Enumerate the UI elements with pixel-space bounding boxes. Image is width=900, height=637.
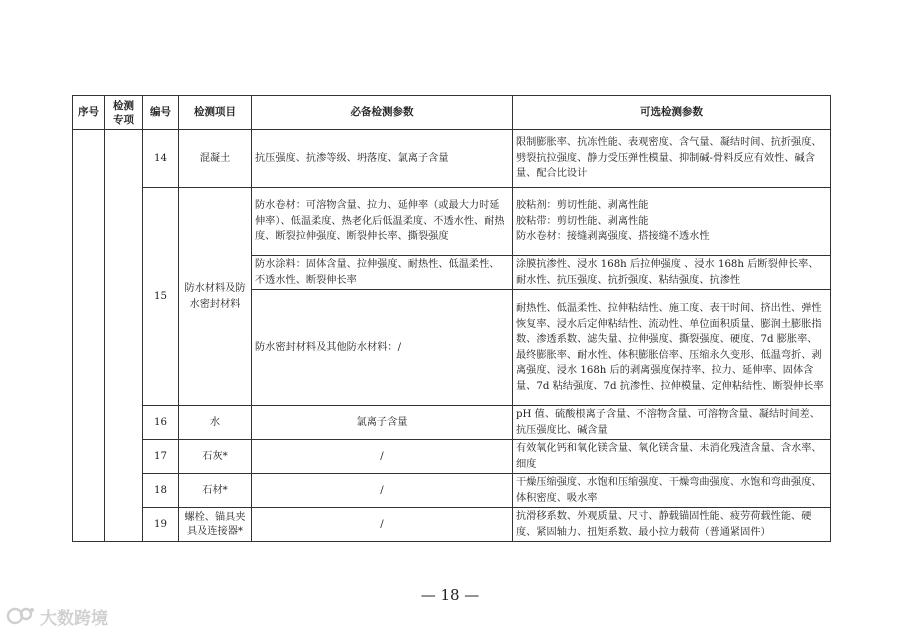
item-cell: 石材* [179,474,252,508]
required-cell: / [252,508,513,542]
code-cell: 19 [143,508,179,542]
item-cell: 水 [179,406,252,440]
item-cell: 混凝土 [179,130,252,188]
header-optional: 可选检测参数 [513,96,831,130]
optional-cell: 胶粘剂：剪切性能、剥离性能 胶粘带：剪切性能、剥离性能 防水卷材：接缝剥离强度、搭接缝不透水性 [513,188,831,256]
header-category: 检测 专项 [105,96,143,130]
category-cell [105,130,143,542]
code-cell: 18 [143,474,179,508]
table-row [73,406,831,440]
optional-cell: 耐热性、低温柔性、拉伸粘结性、施工度、表干时间、挤出性、弹性恢复率、浸水后定伸粘结性、流动性、单位面积质量、膨润土膨胀指数、渗透系数、滤失量、拉伸强度、撕裂强度、硬度、7d 膨胀率、最终膨胀率、耐水性、体积膨胀倍率、压缩永久变形、低温弯折、剥离强度、浸水 168h 后的剥离强度保持率、拉力、延伸率、固体含量、7d 粘结强度、7d 抗渗性、拉伸模量、定伸粘结性、断裂伸长率 [513,290,831,406]
code-cell: 15 [143,188,179,406]
optional-cell: pH 值、硫酸根离子含量、不溶物含量、可溶物含量、凝结时间差、 抗压强度比、碱含量 [513,406,831,440]
table-row [73,188,831,256]
required-cell: 抗压强度、抗渗等级、坍落度、氯离子含量 [252,130,513,188]
optional-cell: 抗滑移系数、外观质量、尺寸、静载锚固性能、疲劳荷载性能、硬度、紧固轴力、扭矩系数、最小拉力载荷（普通紧固件） [513,508,831,542]
required-cell: / [252,474,513,508]
code-cell: 17 [143,440,179,474]
table-header-row [73,96,831,130]
table-row [73,130,831,188]
item-cell: 防水材料及防水密封材料 [179,188,252,406]
dashu-logo-icon [6,605,36,627]
table-row [73,508,831,542]
code-cell: 16 [143,406,179,440]
optional-cell: 干燥压缩强度、水饱和压缩强度、干燥弯曲强度、水饱和弯曲强度、体积密度、吸水率 [513,474,831,508]
required-cell: 防水密封材料及其他防水材料：/ [252,290,513,406]
code-cell: 14 [143,130,179,188]
seq-cell [73,130,105,542]
table-row [73,474,831,508]
optional-cell: 涂膜抗渗性、浸水 168h 后拉伸强度 、浸水 168h 后断裂伸长率、耐水性、抗压强度、抗折强度、粘结强度、抗渗性 [513,256,831,290]
header-seq: 序号 [73,96,105,130]
item-cell: 螺栓、锚具夹具及连接器* [179,508,252,542]
optional-cell: 限制膨胀率、抗冻性能、表观密度、含气量、凝结时间、抗折强度、劈裂抗拉强度、静力受压弹性模量、抑制碱-骨料反应有效性、碱含量、配合比设计 [513,130,831,188]
required-cell: 防水涂料：固体含量、拉伸强度、耐热性、低温柔性、不透水性、断裂伸长率 [252,256,513,290]
watermark-text: 大数跨境 [40,608,108,629]
header-code: 编号 [143,96,179,130]
required-cell: / [252,440,513,474]
required-cell: 氯离子含量 [252,406,513,440]
required-cell: 防水卷材：可溶物含量、拉力、延伸率（或最大力时延伸率）、低温柔度、热老化后低温柔度、不透水性、耐热度、断裂拉伸强度、断裂伸长率、撕裂强度 [252,188,513,256]
table-row [73,440,831,474]
page-number: — 18 — [420,586,480,604]
header-item: 检测项目 [179,96,252,130]
watermark [6,603,108,629]
optional-cell: 有效氧化钙和氧化镁含量、氧化镁含量、未消化残渣含量、含水率、细度 [513,440,831,474]
header-required: 必备检测参数 [252,96,513,130]
inspection-parameters-table [72,95,831,542]
item-cell: 石灰* [179,440,252,474]
